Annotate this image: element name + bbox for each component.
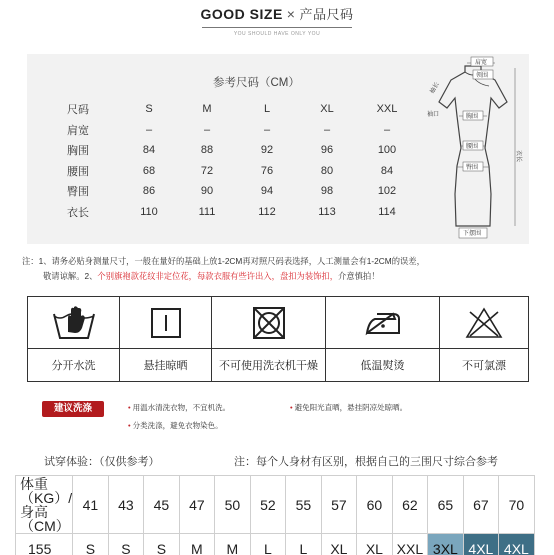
diagram-bust-label: 胸围	[466, 114, 479, 120]
row-label: 腰围	[67, 165, 89, 178]
size-col: XXL	[376, 103, 398, 116]
care-label: 悬挂晾晒	[143, 360, 188, 372]
size-label: 尺码	[67, 104, 89, 117]
cell: 114	[378, 205, 396, 218]
note-warning: 个别旗袍款花纹非定位花，每款衣服有些许出入，盘扣为装饰扣，	[97, 271, 339, 281]
size-cell: 3XL	[428, 534, 464, 555]
size-header-row	[67, 99, 417, 120]
cell: –	[383, 123, 391, 136]
wash-tip: • 避免阳光直晒，悬挂阴凉处晾晒。	[290, 403, 408, 412]
weight-cell: 60	[357, 476, 393, 534]
size-cell: S	[108, 534, 144, 555]
cell: –	[263, 123, 271, 136]
cell: –	[203, 123, 211, 136]
row-label: 胸围	[67, 145, 89, 158]
size-row-waist	[67, 161, 417, 182]
measurement-note	[22, 254, 542, 284]
header-title	[0, 4, 554, 23]
care-label: 分开水洗	[51, 360, 96, 372]
fit-row-size	[16, 534, 535, 555]
fit-title: 试穿体验：（仅供参考）	[44, 456, 160, 468]
row-label: 衣长	[67, 206, 89, 219]
fit-header-cell: 体重（KG）/ 身高（CM）	[16, 476, 73, 534]
weight-cell: 43	[108, 476, 144, 534]
note-line-1: 注：1、请务必贴身测量尺寸，一般在量好的基础上放1-2CM再对照尺码表选择，人工测量会有1-2CM的误差，	[22, 256, 425, 266]
wash-tip: • 分类洗涤，避免衣物染色。	[128, 421, 223, 430]
size-cell: XL	[357, 534, 393, 555]
bullet-icon: •	[128, 403, 131, 412]
size-cell: M	[179, 534, 215, 555]
size-table	[67, 99, 417, 222]
cell: 68	[142, 164, 156, 177]
weight-cell: 70	[499, 476, 535, 534]
qipao-diagram	[419, 54, 529, 244]
note-line2-end: 介意慎拍！	[338, 271, 380, 281]
cell: 76	[260, 164, 274, 177]
diagram-cuff-label: 袖口	[427, 112, 440, 118]
diagram-sleeve-label: 袖长	[429, 81, 441, 95]
size-chart-panel	[27, 54, 529, 244]
care-item-no-bleach	[440, 297, 528, 381]
weight-cell: 67	[463, 476, 499, 534]
header-subtitle: YOU SHOULD HAVE ONLY YOU	[233, 31, 321, 37]
care-item-low-iron	[326, 297, 440, 381]
weight-cell: 52	[250, 476, 286, 534]
size-col: XL	[320, 103, 334, 116]
size-col: M	[202, 103, 212, 116]
cell: 96	[320, 144, 334, 157]
size-col: L	[263, 103, 271, 116]
cell: 88	[200, 144, 214, 157]
weight-cell: 65	[428, 476, 464, 534]
care-label: 不可氯漂	[462, 360, 506, 372]
size-cell: M	[215, 534, 251, 555]
size-col: S	[145, 103, 153, 116]
care-label: 不可使用洗衣机干燥	[219, 360, 318, 372]
diagram-shoulder-label: 肩宽	[475, 60, 488, 66]
wash-badge: 建议洗涤	[42, 401, 104, 417]
weight-cell: 45	[144, 476, 180, 534]
diagram-collar-label: 领围	[476, 73, 489, 79]
size-cell: XXL	[392, 534, 428, 555]
size-row-hip	[67, 181, 417, 202]
cell: 84	[380, 164, 394, 177]
size-cell: 4XL	[463, 534, 499, 555]
cell: –	[323, 123, 331, 136]
note-line2-start: 敬请谅解。2、	[43, 271, 98, 281]
low-iron-icon	[363, 309, 403, 337]
hand-wash-icon	[51, 304, 97, 342]
weight-cell: 55	[286, 476, 322, 534]
wash-tip: • 用温水清洗衣物，不宜机洗。	[128, 403, 231, 412]
care-item-no-tumble-dry	[212, 297, 326, 381]
no-bleach-icon	[464, 306, 504, 340]
weight-cell: 50	[215, 476, 251, 534]
fit-table	[15, 475, 535, 555]
fit-row-weight	[16, 476, 535, 534]
bullet-icon: •	[128, 421, 131, 430]
cell: 80	[320, 164, 334, 177]
cell: 84	[142, 144, 156, 157]
fit-note: 注：每个人身材有区别，根据自己的三围尺寸综合参考	[234, 456, 498, 468]
no-tumble-dry-icon	[252, 306, 286, 340]
care-item-hand-wash	[28, 297, 120, 381]
size-cell: 4XL	[499, 534, 535, 555]
diagram-hem-label: 下摆围	[463, 231, 482, 237]
size-row-shoulder	[67, 120, 417, 141]
cell: 111	[198, 205, 216, 218]
weight-cell: 57	[321, 476, 357, 534]
weight-cell: 62	[392, 476, 428, 534]
row-label: 臀围	[67, 186, 89, 199]
title-underline	[202, 27, 352, 28]
note-line-2	[22, 269, 542, 284]
cell: 94	[260, 185, 274, 198]
height-cell: 155	[16, 534, 73, 555]
cell: 92	[260, 144, 274, 157]
diagram-length-label: 衣长	[515, 150, 521, 163]
cell: 100	[377, 144, 397, 157]
cell: 112	[258, 205, 276, 218]
row-label: 肩宽	[67, 124, 89, 137]
title-cn: 产品尺码	[299, 7, 354, 22]
hang-dry-icon	[150, 307, 182, 339]
cell: –	[145, 123, 153, 136]
size-cell: S	[144, 534, 180, 555]
care-item-hang-dry	[120, 297, 212, 381]
size-cell: L	[286, 534, 322, 555]
care-label: 低温熨烫	[360, 360, 405, 372]
weight-cell: 41	[73, 476, 109, 534]
cell: 90	[200, 185, 214, 198]
cell: 113	[318, 205, 336, 218]
diagram-waist-label: 腰围	[466, 144, 479, 150]
bullet-icon: •	[290, 403, 293, 412]
cell: 72	[200, 164, 214, 177]
cell: 86	[142, 185, 156, 198]
title-separator: ×	[286, 6, 296, 22]
header	[0, 4, 554, 37]
diagram-hip-label: 臀围	[466, 165, 479, 171]
weight-cell: 47	[179, 476, 215, 534]
title-en: GOOD SIZE	[200, 6, 283, 22]
cell: 110	[140, 205, 158, 218]
size-cell: XL	[321, 534, 357, 555]
size-row-length	[67, 202, 417, 223]
size-cell: S	[73, 534, 109, 555]
size-chart-caption: 参考尺码（CM）	[213, 77, 300, 89]
cell: 98	[320, 185, 334, 198]
size-cell: L	[250, 534, 286, 555]
care-instructions	[27, 296, 529, 382]
size-row-bust	[67, 140, 417, 161]
cell: 102	[377, 185, 397, 198]
